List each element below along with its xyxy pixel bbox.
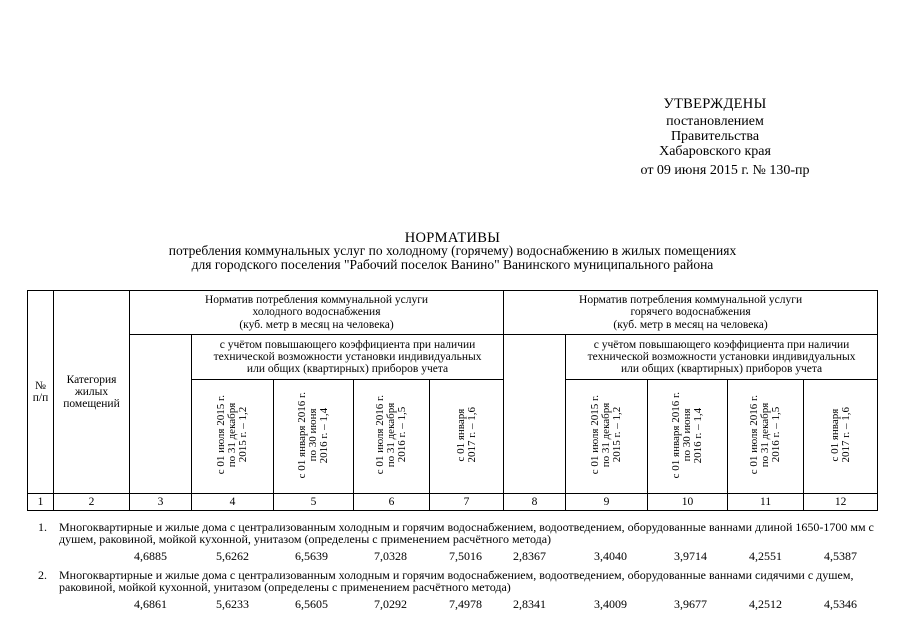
column-number: 10 <box>648 494 728 511</box>
subtitle-line: потребления коммунальных услуг по холодному (горячему) водоснабжению в жилых помещениях <box>168 243 737 258</box>
header-category: Категория жилых помещений <box>54 291 130 494</box>
header-cold-period-2: с 01 января 2016 г. по 30 июня 2016 г. – 1,4 <box>274 380 354 494</box>
column-number: 6 <box>354 494 430 511</box>
header-hot-coefficient: с учётом повышающего коэффициента при наличии технической возможности установки индивидуальных или общих (квартирных) приборов учета <box>566 335 878 380</box>
header-hot-period-4: с 01 января 2017 г. – 1,6 <box>804 380 878 494</box>
header-hot-base <box>504 335 566 494</box>
row-category: Многоквартирные и жилые дома с централизованным холодным и горячим водоснабжением, водоотведением, оборудованные ваннами длиной 1650-1700 мм с душем, раковиной, мойкой кухонной, унитазом (определены с применением расчётного метода) <box>59 520 874 546</box>
value-cell: 2,8367 <box>513 549 546 563</box>
approval-line: Правительства <box>670 129 760 144</box>
document-subtitle <box>0 244 905 271</box>
approval-line: Хабаровского края <box>659 144 771 159</box>
row-values <box>0 597 905 611</box>
value-cell: 4,2551 <box>749 549 782 563</box>
value-cell: 3,4009 <box>594 597 627 611</box>
value-cell: 7,0292 <box>374 597 407 611</box>
approval-block <box>615 97 815 159</box>
column-number: 9 <box>566 494 648 511</box>
header-hot-water: Норматив потребления коммунальной услуги горячего водоснабжения (куб. метр в месяц на человека) <box>504 291 878 335</box>
value-cell: 5,6262 <box>216 549 249 563</box>
header-hot-period-3: с 01 июля 2016 г. по 31 декабря 2016 г. – 1,5 <box>728 380 804 494</box>
approval-line: постановлением <box>666 114 764 129</box>
header-cold-period-3: с 01 июля 2016 г. по 31 декабря 2016 г. – 1,5 <box>354 380 430 494</box>
value-cell: 4,5387 <box>824 549 857 563</box>
column-number: 7 <box>430 494 504 511</box>
column-number: 1 <box>28 494 54 511</box>
value-cell: 7,4978 <box>449 597 482 611</box>
row-number: 2. <box>38 568 47 582</box>
approval-heading: УТВЕРЖДЕНЫ <box>663 96 767 112</box>
row-category: Многоквартирные и жилые дома с централизованным холодным и горячим водоснабжением, водоотведением, оборудованные ваннами сидячими с душем, раковиной, мойкой кухонной, унитазом (определены с применением расчётного метода) <box>59 568 854 594</box>
header-hot-period-2: с 01 января 2016 г. по 30 июня 2016 г. – 1,4 <box>648 380 728 494</box>
value-cell: 4,5346 <box>824 597 857 611</box>
header-cold-period-4: с 01 января 2017 г. – 1,6 <box>430 380 504 494</box>
header-cold-water: Норматив потребления коммунальной услуги холодного водоснабжения (куб. метр в месяц на человека) <box>130 291 504 335</box>
column-number: 4 <box>192 494 274 511</box>
value-cell: 3,4040 <box>594 549 627 563</box>
document-title: НОРМАТИВЫ <box>404 230 501 246</box>
value-cell: 7,5016 <box>449 549 482 563</box>
column-number: 5 <box>274 494 354 511</box>
header-cold-coefficient: с учётом повышающего коэффициента при наличии технической возможности установки индивидуальных или общих (квартирных) приборов учета <box>192 335 504 380</box>
value-cell: 2,8341 <box>513 597 546 611</box>
header-cold-period-1: с 01 июля 2015 г. по 31 декабря 2015 г. – 1,2 <box>192 380 274 494</box>
column-number: 12 <box>804 494 878 511</box>
column-number: 8 <box>504 494 566 511</box>
column-number: 11 <box>728 494 804 511</box>
value-cell: 3,9677 <box>674 597 707 611</box>
subtitle-line: для городского поселения "Рабочий поселок Ванино" Ванинского муниципального района <box>191 256 714 272</box>
value-cell: 6,5605 <box>295 597 328 611</box>
value-cell: 6,5639 <box>295 549 328 563</box>
column-number: 3 <box>130 494 192 511</box>
value-cell: 5,6233 <box>216 597 249 611</box>
norms-table <box>27 290 878 511</box>
value-cell: 4,6861 <box>134 597 167 611</box>
decree-date: от 09 июня 2015 г. № 130-пр <box>640 163 810 178</box>
header-hot-period-1: с 01 июля 2015 г. по 31 декабря 2015 г. – 1,2 <box>566 380 648 494</box>
column-number-row <box>28 494 878 511</box>
value-cell: 4,2512 <box>749 597 782 611</box>
column-number: 2 <box>54 494 130 511</box>
value-cell: 3,9714 <box>674 549 707 563</box>
header-num: № п/п <box>28 291 54 494</box>
header-cold-base <box>130 335 192 494</box>
row-values <box>0 549 905 563</box>
value-cell: 7,0328 <box>374 549 407 563</box>
value-cell: 4,6885 <box>134 549 167 563</box>
row-number: 1. <box>38 520 47 534</box>
